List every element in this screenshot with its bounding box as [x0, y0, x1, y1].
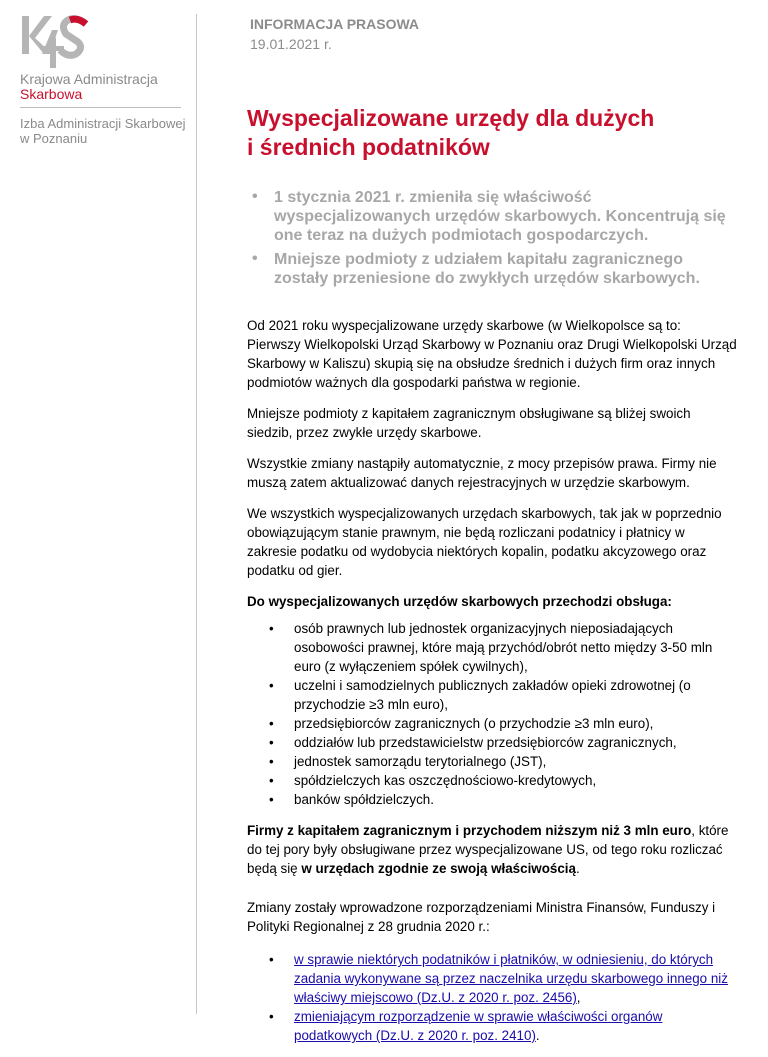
document-type-label: INFORMACJA PRASOWA: [250, 16, 420, 32]
list-item: • jednostek samorządu terytorialnego (JST),: [247, 752, 737, 771]
regulation-list: [247, 950, 737, 1045]
list-item: [247, 950, 737, 1007]
paragraph: [247, 821, 737, 878]
bold-text: w urzędach zgodnie ze swoją właściwością: [301, 861, 576, 876]
regulation-link[interactable]: zmieniającym rozporządzenie w sprawie właściwości organów podatkowych (Dz.U. z 2020 r. poz. 2410): [294, 1009, 663, 1043]
org-name-line1: Krajowa Administracja: [20, 71, 158, 87]
bold-text: Firmy z kapitałem zagranicznym i przychodem niższym niż 3 mln euro: [247, 823, 692, 838]
list-item: • oddziałów lub przedstawicielstw przedsiębiorców zagranicznych,: [247, 733, 737, 752]
lead-item: • 1 stycznia 2021 r. zmieniła się właściwość wyspecjalizowanych urzędów skarbowych. Koncentrują się one teraz na dużych podmiotach gospodarczych.: [250, 188, 730, 245]
sidebar: [0, 0, 196, 1024]
article-body: [247, 316, 737, 1057]
list-heading: Do wyspecjalizowanych urzędów skarbowych przechodzi obsługa:: [247, 594, 672, 609]
paragraph: Zmiany zostały wprowadzone rozporządzeniami Ministra Finansów, Funduszy i Polityki Regionalnej z 28 grudnia 2020 r.:: [247, 900, 716, 934]
list-item: • banków spółdzielczych.: [247, 790, 737, 809]
text: ,: [576, 990, 581, 1005]
paragraph: Mniejsze podmioty z kapitałem zagranicznym obsługiwane są bliżej swoich siedzib, przez zwykłe urzędy skarbowe.: [247, 406, 691, 440]
paragraph: Wszystkie zmiany nastąpiły automatycznie, z mocy przepisów prawa. Firmy nie muszą zatem aktualizować danych rejestracyjnych w urzędzie skarbowym.: [247, 456, 717, 490]
title-line2: i średnich podatników: [247, 134, 490, 160]
vertical-divider: [196, 14, 197, 1014]
sidebar-divider: [20, 107, 181, 108]
text: , które do tej pory były obsługiwane przez wyspecjalizowane US, od tego roku rozliczać będą się: [247, 823, 729, 876]
org-name-line2: Skarbowa: [20, 86, 83, 102]
lead-list: [250, 188, 730, 293]
list-item: • przedsiębiorców zagranicznych (o przychodzie ≥3 mln euro),: [247, 714, 737, 733]
organization-unit: Izba Administracji Skarbowej w Poznaniu: [20, 116, 186, 146]
list-item: • osób prawnych lub jednostek organizacyjnych nieposiadających osobowości prawnej, które mają przychód/obrót netto między 3-50 mln euro (z wyłączeniem spółek cywilnych),: [247, 619, 737, 676]
kas-logo: [20, 14, 90, 72]
organization-name: [20, 72, 158, 102]
title-line1: Wyspecjalizowane urzędy dla dużych: [247, 105, 655, 131]
regulation-link[interactable]: w sprawie niektórych podatników i płatników, w odniesieniu, do których zadania wykonywane są przez naczelnika urzędu skarbowego innego niż właściwy miejscowo (Dz.U. z 2020 r. poz. 2456): [294, 952, 728, 1005]
paragraph: We wszystkich wyspecjalizowanych urzędach skarbowych, tak jak w poprzednio obowiązującym stanie prawnym, nie będą rozliczani podatnicy i płatnicy w zakresie podatku od wydobycia niektórych kopalin, podatku akcyzowego oraz podatku od gier.: [247, 506, 722, 578]
document-date: 19.01.2021 r.: [250, 36, 332, 52]
list-item: [247, 1007, 737, 1045]
paragraph: Od 2021 roku wyspecjalizowane urzędy skarbowe (w Wielkopolsce są to: Pierwszy Wielkopolski Urząd Skarbowy w Poznaniu oraz Drugi Wielkopolski Urząd Skarbowy w Kaliszu) skupią się na obsłudze średnich i dużych firm oraz innych podmiotów ważnych dla gospodarki państwa w regionie.: [247, 318, 737, 390]
text: .: [575, 861, 580, 876]
list-item: • uczelni i samodzielnych publicznych zakładów opieki zdrowotnej (o przychodzie ≥3 mln euro),: [247, 676, 737, 714]
list-item: • spółdzielczych kas oszczędnościowo-kredytowych,: [247, 771, 737, 790]
lead-item: • Mniejsze podmioty z udziałem kapitału zagranicznego zostały przeniesione do zwykłych urzędów skarbowych.: [250, 250, 730, 288]
text: .: [535, 1028, 540, 1043]
service-list: [247, 619, 737, 809]
page-title: [247, 104, 747, 162]
